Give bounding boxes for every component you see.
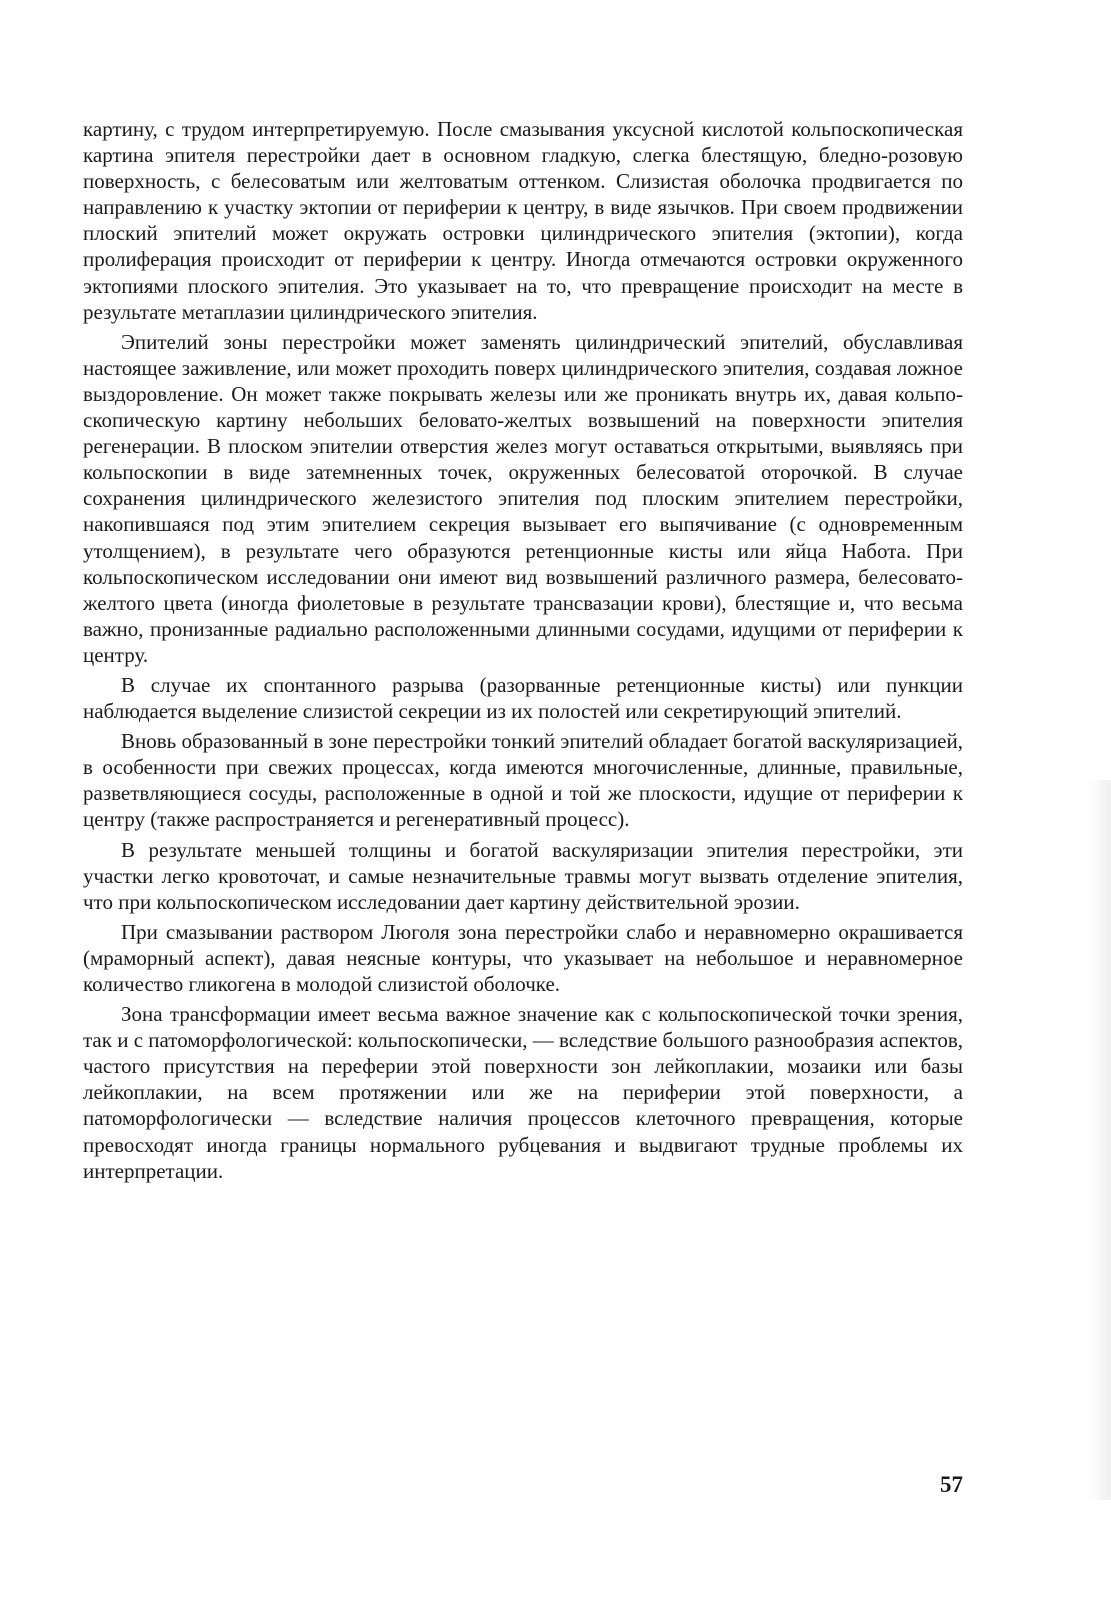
paragraph-2: Эпителий зоны перестройки может заменять цилиндрический эпителий, обуславливая настоящее заживление, или может проходить поверх цилиндрического эпителия, создавая ложное выздоровление. Он может также покрывать железы или же проникать внутрь их, давая кольпоскопическую картину небольших беловато-желтых возвышений на поверхности эпителия регенерации. В плоском эпителии отверстия желез могут оставаться открытыми, выявляясь при кольпоскопии в виде затемненных точек, окруженных белесоватой оторочкой. В случае сохранения цилиндрического железистого эпителия под плоским эпителием перестройки, накопившаяся под этим эпителием секреция вызывает его выпячивание (с одновременным утолщением), в результате чего образуются ретенционные кисты или яйца Набота. При кольпоскопическом исследовании они имеют вид возвышений различного размера, белесовато-желтого цвета (иногда фиолетовые в результате трансвазации крови), блестящие и, что весьма важно, пронизанные радиально расположенными длинными сосудами, идущими от периферии к центру. — [83, 329, 963, 667]
book-page-text — [83, 116, 963, 1188]
paragraph-7: Зона трансформации имеет весьма важное значение как с кольпоскопической точки зрения, так и с патоморфологической: кольпоскопически, — вследствие большого разнообразия аспектов, частого присутствия на переферии этой поверхности зон лейкоплакии, мозаики или базы лейкоплакии, на всем протяжении или же на периферии этой поверхности, а патоморфологически — вследствие наличия процессов клеточного превращения, которые превосходят иногда границы нормального рубцевания и выдвигают трудные проблемы их интерпретации. — [83, 1002, 963, 1183]
paragraph-4: Вновь образованный в зоне перестройки тонкий эпителий обладает богатой васкуляризацией, в особенности при свежих процессах, когда имеются многочисленные, длинные, правильные, разветвляющиеся сосуды, расположенные в одной и той же плоскости, идущие от периферии к центру (также распространяется и регенеративный процесс). — [83, 729, 963, 832]
paragraph-5: В результате меньшей толщины и богатой васкуляризации эпителия перестройки, эти участки легко кровоточат, и самые незначительные травмы могут вызвать отделение эпителия, что при кольпоскопическом исследовании дает картину действительной эрозии. — [83, 837, 963, 914]
paragraph-6: При смазывании раствором Люголя зона перестройки слабо и неравномерно окрашивается (мраморный аспект), давая неясные контуры, что указывает на небольшое и неравномерное количество гликогена в молодой слизистой оболочке. — [83, 919, 963, 996]
page-edge-shadow — [1089, 780, 1111, 1500]
paragraph-3: В случае их спонтанного разрыва (разорванные ретенционные кисты) или пункции наблюдается выделение слизистой секреции из их полостей или секретирующий эпителий. — [83, 672, 963, 724]
paragraph-1: картину, с трудом интерпретируемую. После смазывания уксусной кислотой кольпоскопическая картина эпителя перестройки дает в основном гладкую, слегка блестящую, бледно-розовую поверхность, с белесоватым или желтоватым оттенком. Слизистая оболочка продвигается по направлению к участку эктопии от периферии к центру, в виде язычков. При своем продвижении плоский эпителий может окружать островки цилиндрического эпителия (эктопии), когда пролиферация происходит от периферии к центру. Иногда отмечаются островки окруженного эктопиями плоского эпителия. Это указывает на то, что превращение происходит на месте в результате метаплазии цилиндрического эпителия. — [83, 117, 963, 324]
page-number: 57 — [940, 1472, 963, 1497]
